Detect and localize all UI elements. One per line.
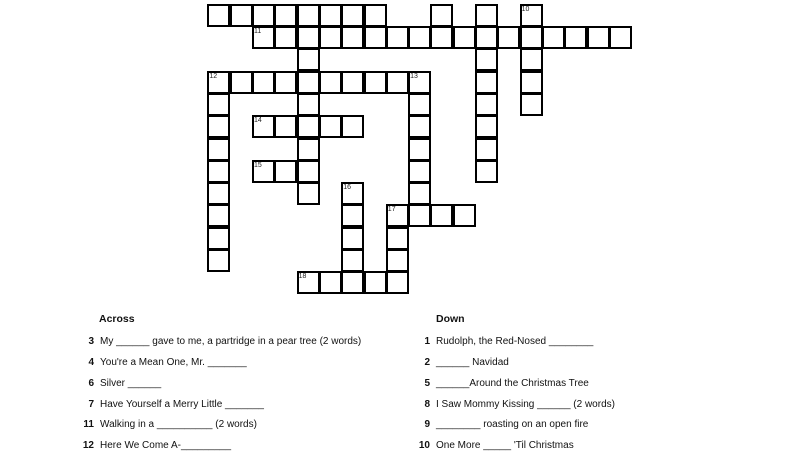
grid-cell[interactable]: [207, 4, 230, 27]
across-clue: 11 Walking in a __________ (2 words): [83, 419, 257, 430]
cell-number: 15: [254, 161, 262, 169]
down-heading: Down: [436, 313, 465, 325]
cell-number: 14: [254, 117, 262, 125]
grid-cell[interactable]: [207, 227, 230, 250]
grid-cell[interactable]: [297, 160, 320, 183]
grid-cell[interactable]: [207, 249, 230, 272]
down-clue: 2 ______ Navidad: [424, 357, 509, 368]
grid-cell[interactable]: [341, 115, 364, 138]
grid-cell[interactable]: [453, 204, 476, 227]
grid-cell[interactable]: [297, 115, 320, 138]
grid-cell[interactable]: [520, 48, 543, 71]
down-clue: 1 Rudolph, the Red-Nosed ________: [424, 336, 594, 347]
grid-cell[interactable]: [207, 182, 230, 205]
grid-cell[interactable]: [207, 204, 230, 227]
grid-cell[interactable]: [341, 249, 364, 272]
grid-cell[interactable]: [297, 138, 320, 161]
grid-cell[interactable]: [497, 26, 520, 49]
grid-cell[interactable]: [252, 71, 275, 94]
grid-cell[interactable]: [408, 115, 431, 138]
grid-cell[interactable]: [386, 271, 409, 294]
grid-cell[interactable]: [207, 138, 230, 161]
grid-cell[interactable]: [430, 204, 453, 227]
grid-cell[interactable]: [207, 160, 230, 183]
grid-cell[interactable]: [319, 271, 342, 294]
grid-cell[interactable]: [475, 93, 498, 116]
down-clue: 8 I Saw Mommy Kissing ______ (2 words): [424, 399, 615, 410]
cell-number: 18: [298, 273, 307, 281]
grid-cell[interactable]: [430, 26, 453, 49]
grid-cell[interactable]: [475, 138, 498, 161]
grid-cell[interactable]: [274, 115, 297, 138]
grid-cell[interactable]: [341, 204, 364, 227]
across-clue: 6 Silver ______: [88, 378, 162, 389]
cell-number: 16: [343, 184, 351, 192]
grid-cell[interactable]: [386, 71, 409, 94]
down-clue: 9 ________ roasting on an open fire: [424, 419, 589, 430]
grid-cell[interactable]: [475, 26, 498, 49]
down-clue: 10 One More _____ 'Til Christmas: [418, 440, 574, 451]
grid-cell[interactable]: [520, 93, 543, 116]
grid-cell[interactable]: [386, 26, 409, 49]
grid-cell[interactable]: [453, 26, 476, 49]
grid-cell[interactable]: [520, 71, 543, 94]
grid-cell[interactable]: [386, 249, 409, 272]
grid-cell[interactable]: [408, 138, 431, 161]
grid-cell[interactable]: [341, 71, 364, 94]
grid-cell[interactable]: [408, 160, 431, 183]
grid-cell[interactable]: [364, 26, 387, 49]
cell-number: 17: [387, 206, 396, 214]
grid-cell[interactable]: [319, 115, 342, 138]
grid-cell[interactable]: [475, 71, 498, 94]
grid-cell[interactable]: [587, 26, 610, 49]
grid-cell[interactable]: [297, 182, 320, 205]
grid-cell[interactable]: [609, 26, 632, 49]
grid-cell[interactable]: [364, 271, 387, 294]
grid-cell[interactable]: [475, 4, 498, 27]
grid-cell[interactable]: [274, 4, 297, 27]
grid-cell[interactable]: [564, 26, 587, 49]
across-clue: 4 You're a Mean One, Mr. _______: [88, 357, 247, 368]
grid-cell[interactable]: [364, 4, 387, 27]
grid-cell[interactable]: [341, 26, 364, 49]
grid-cell[interactable]: [408, 204, 431, 227]
across-clue: 12 Here We Come A-_________: [82, 440, 232, 451]
cell-number: 10: [521, 5, 530, 13]
grid-cell[interactable]: [341, 227, 364, 250]
grid-cell[interactable]: [475, 115, 498, 138]
cell-number: 12: [209, 72, 218, 80]
across-heading: Across: [99, 313, 135, 325]
grid-cell[interactable]: [274, 160, 297, 183]
grid-cell[interactable]: [520, 26, 543, 49]
grid-cell[interactable]: [297, 4, 320, 27]
grid-cell[interactable]: [364, 71, 387, 94]
grid-cell[interactable]: [475, 48, 498, 71]
grid-cell[interactable]: [252, 4, 275, 27]
grid-cell[interactable]: [430, 4, 453, 27]
grid-cell[interactable]: [297, 48, 320, 71]
grid-cell[interactable]: [297, 71, 320, 94]
cell-number: 13: [410, 72, 418, 80]
grid-cell[interactable]: [207, 115, 230, 138]
grid-cell[interactable]: [408, 182, 431, 205]
grid-cell[interactable]: [297, 26, 320, 49]
grid-cell[interactable]: [230, 71, 253, 94]
grid-cell[interactable]: [542, 26, 565, 49]
cell-number: 11: [254, 28, 262, 35]
down-clue: 5 ______Around the Christmas Tree: [424, 378, 589, 389]
grid-cell[interactable]: [341, 4, 364, 27]
grid-cell[interactable]: [297, 93, 320, 116]
grid-cell[interactable]: [341, 271, 364, 294]
grid-cell[interactable]: [319, 71, 342, 94]
grid-cell[interactable]: [230, 4, 253, 27]
grid-cell[interactable]: [408, 26, 431, 49]
across-clue: 7 Have Yourself a Merry Little _______: [88, 399, 264, 410]
grid-cell[interactable]: [207, 93, 230, 116]
grid-cell[interactable]: [319, 26, 342, 49]
grid-cell[interactable]: [408, 93, 431, 116]
grid-cell[interactable]: [386, 227, 409, 250]
grid-cell[interactable]: [475, 160, 498, 183]
grid-cell[interactable]: [274, 71, 297, 94]
grid-cell[interactable]: [319, 4, 342, 27]
across-clue: 3 My ______ gave to me, a partridge in a pear tree (2 words): [88, 336, 362, 347]
grid-cell[interactable]: [274, 26, 297, 49]
